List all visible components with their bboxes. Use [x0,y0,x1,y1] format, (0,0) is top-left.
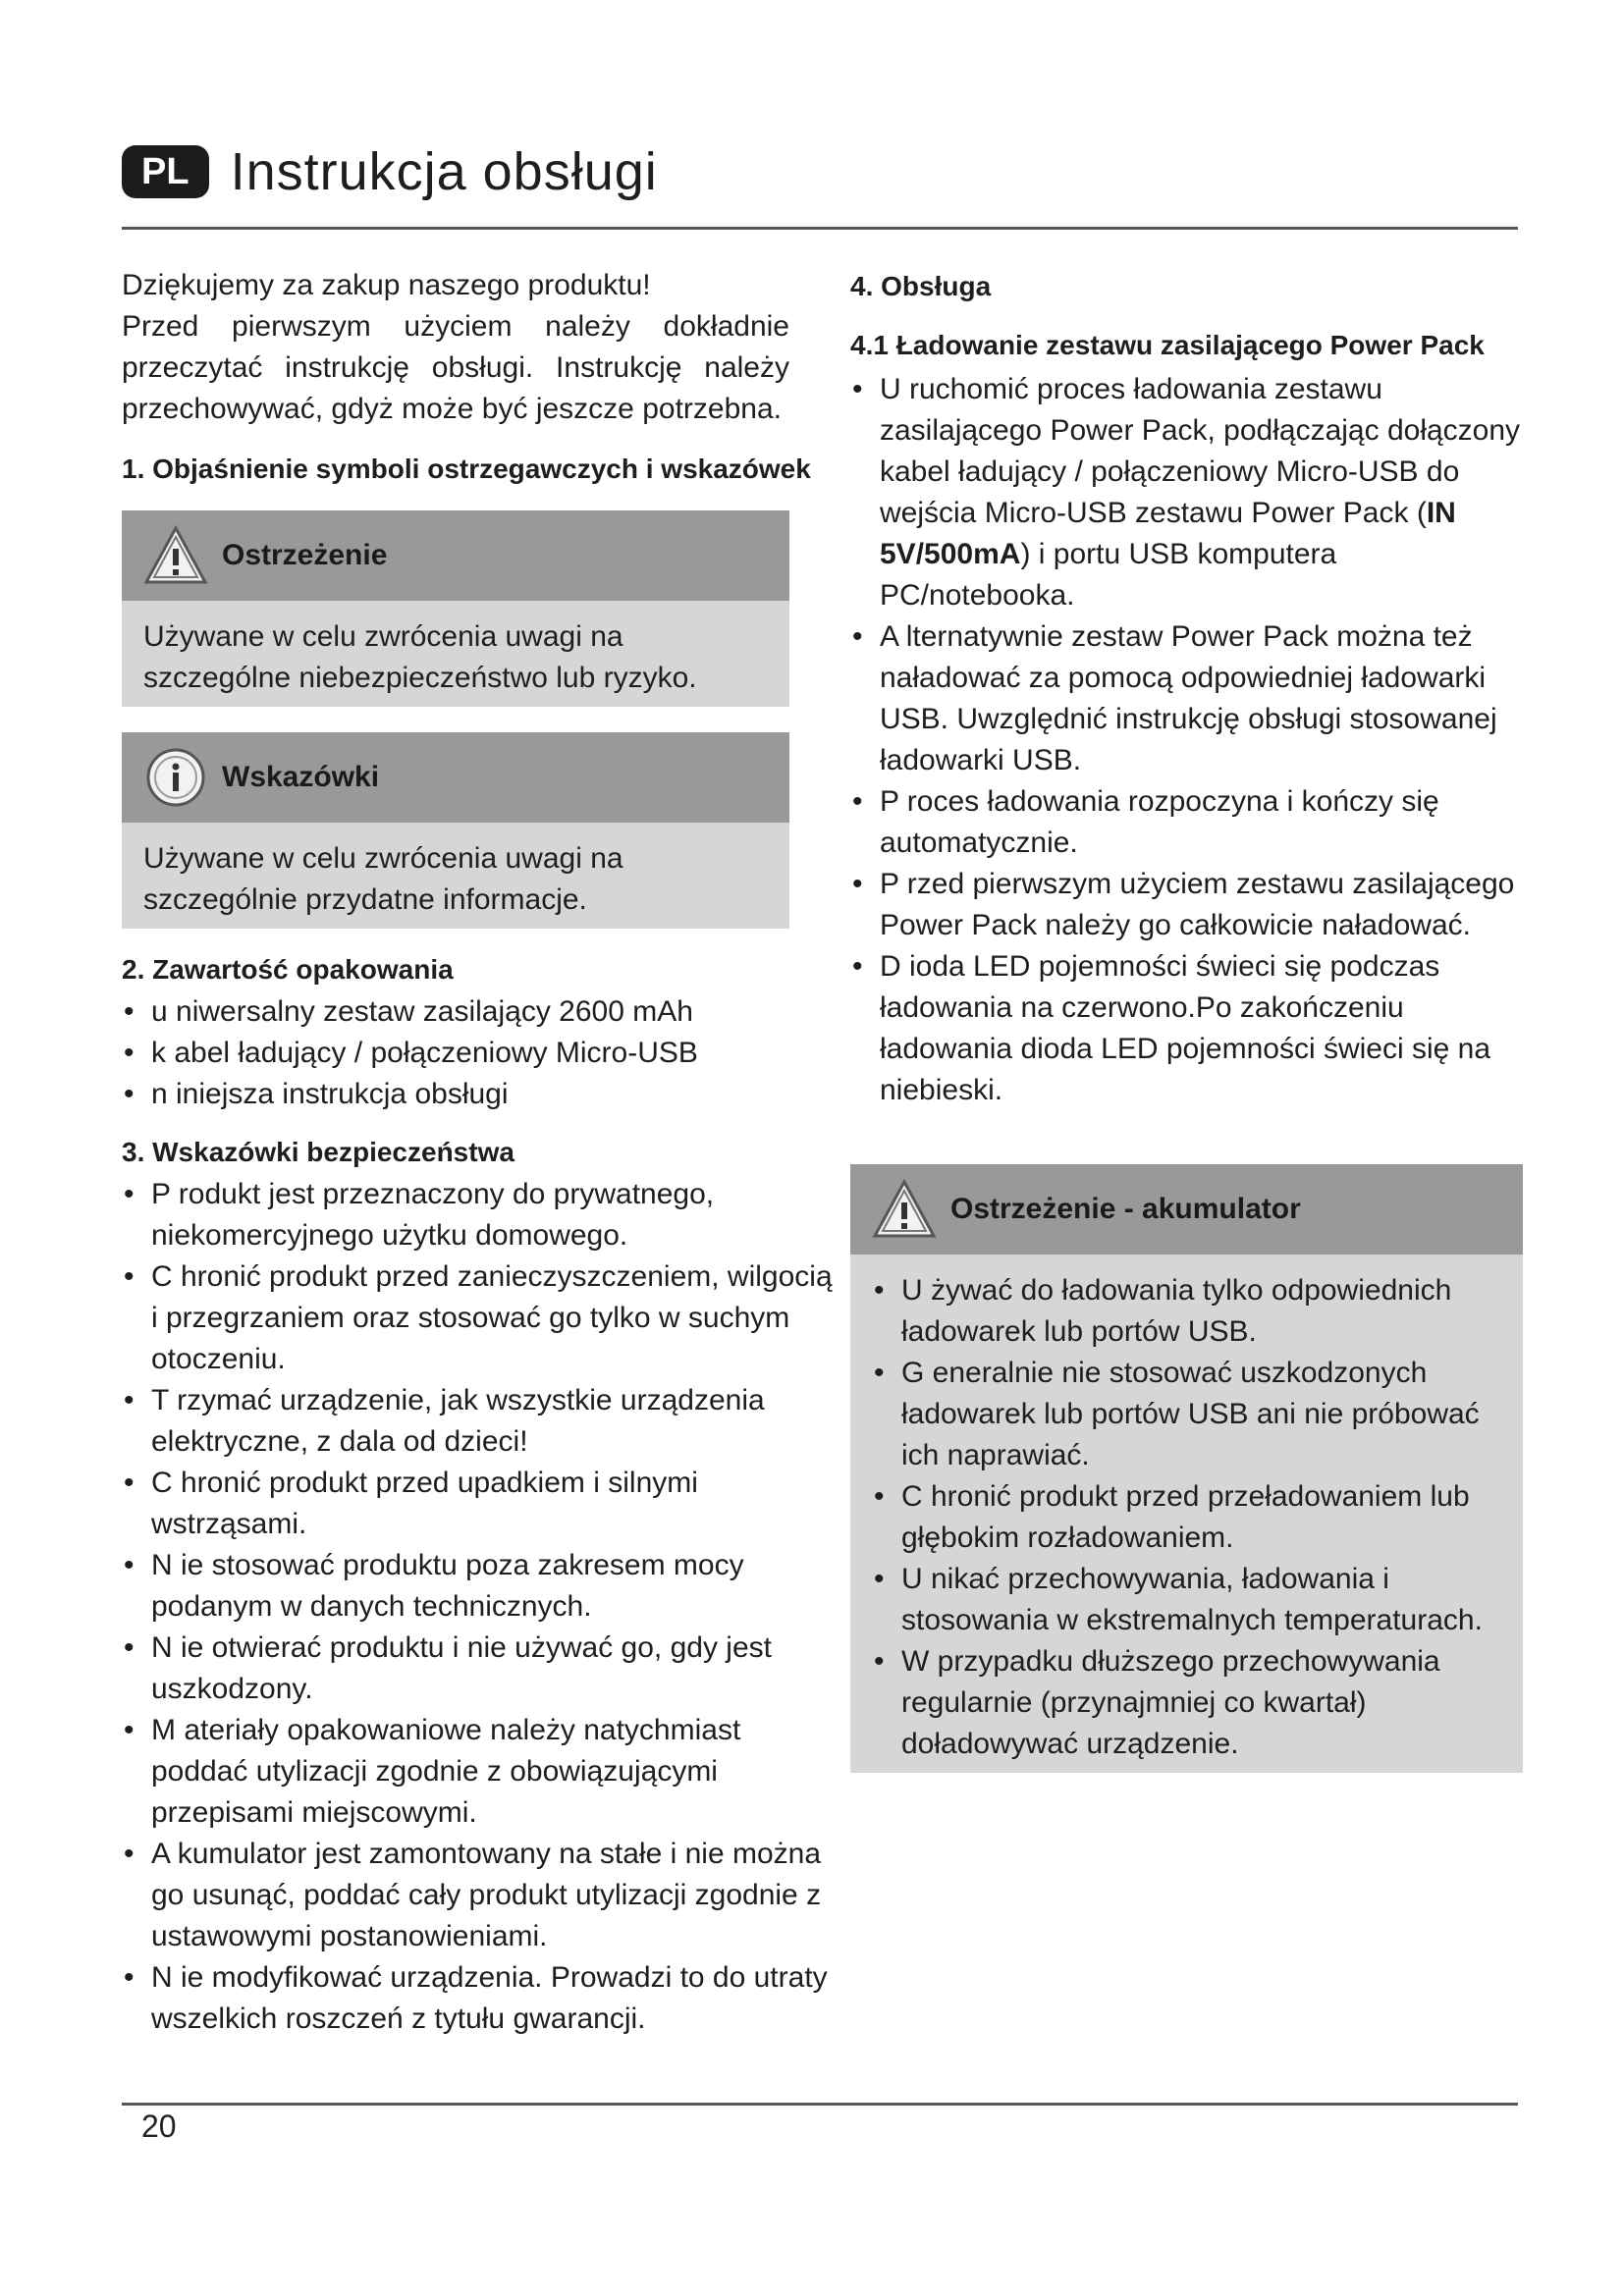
list-item: • N ie stosować produktu poza zakresem mocy podanym w danych technicznych. [122,1545,843,1628]
info-box [122,732,789,929]
list-item: • N ie otwierać produktu i nie używać go, gdy jest uszkodzony. [122,1628,843,1710]
page-title: Instrukcja obsługi [230,142,658,201]
list-item: • U żywać do ładowania tylko odpowiednich ładowarek lub portów USB. [872,1270,1513,1353]
list-item [850,369,1528,616]
section-2-heading: 2. Zawartość opakowania [122,954,454,985]
footer-divider [122,2103,1518,2106]
list-item: • A kumulator jest zamontowany na stałe i nie można go usunąć, poddać cały produkt utylizacji zgodnie z ustawowymi postanowieniami. [122,1834,843,1957]
list-item: • C hronić produkt przed zanieczyszczeniem, wilgocią i przegrzaniem oraz stosować go tylko w suchym otoczeniu. [122,1256,843,1380]
info-circle-icon [143,745,208,810]
info-box-label: Wskazówki [222,761,380,793]
page-header [122,137,658,206]
section-4-heading: 4. Obsługa [850,271,992,301]
header-divider [122,227,1518,230]
charging-step-text-end: ) i portu USB komputera PC/notebooka. [880,538,1337,612]
warning-triangle-icon [143,523,208,588]
package-contents-list [122,991,843,1115]
section-3-heading: 3. Wskazówki bezpieczeństwa [122,1137,514,1167]
list-item: • n iniejsza instrukcja obsługi [122,1074,843,1115]
list-item: • N ie modyfikować urządzenia. Prowadzi to do utraty wszelkich roszczeń z tytułu gwarancji. [122,1957,843,2040]
list-item: • W przypadku dłuższego przechowywania regularnie (przynajmniej co kwartał) doładowywać urządzenie. [872,1641,1513,1765]
intro-thanks: Dziękujemy za zakup naszego produktu! [122,269,651,301]
intro-instructions: Przed pierwszym użyciem należy dokładnie przeczytać instrukcję obsługi. Instrukcję należy przechowywać, gdyż może być jeszcze potrzebna. [122,310,789,425]
list-item: • P rodukt jest przeznaczony do prywatnego, niekomercyjnego użytku domowego. [122,1174,843,1256]
warning-box-header [122,510,789,601]
list-item: • k abel ładujący / połączeniowy Micro-USB [122,1033,843,1074]
battery-warning-header [850,1164,1523,1255]
list-item: • A lternatywnie zestaw Power Pack można też naładować za pomocą odpowiedniej ładowarki USB. Uwzględnić instrukcję obsługi stosowanej ładowarki USB. [850,616,1528,781]
charging-step-text: U ruchomić proces ładowania zestawu zasilającego Power Pack, podłączając dołączony kabel ładujący / połączeniowy Micro-USB do wejścia Micro-USB zestawu Power Pack ( [880,373,1521,529]
info-box-header [122,732,789,823]
warning-box-text: Używane w celu zwrócenia uwagi na szczególne niebezpieczeństwo lub ryzyko. [122,609,789,707]
intro [122,265,789,430]
warning-box-label: Ostrzeżenie [222,539,388,571]
list-item: • T rzymać urządzenie, jak wszystkie urządzenia elektryczne, z dala od dzieci! [122,1380,843,1463]
input-rating: IN 5V/500mA [880,497,1456,570]
list-item: • U nikać przechowywania, ładowania i stosowania w ekstremalnych temperaturach. [872,1559,1513,1641]
list-item: • u niwersalny zestaw zasilający 2600 mAh [122,991,843,1033]
battery-warning-list [872,1270,1513,1765]
battery-warning-label: Ostrzeżenie - akumulator [950,1193,1301,1225]
list-item: • M ateriały opakowaniowe należy natychmiast poddać utylizacji zgodnie z obowiązującymi przepisami miejscowymi. [122,1710,843,1834]
safety-list [122,1174,843,2040]
list-item: • P rzed pierwszym użyciem zestawu zasilającego Power Pack należy go całkowicie naładować. [850,864,1528,946]
section-4-1-heading: 4.1 Ładowanie zestawu zasilającego Power Pack [850,330,1485,360]
charging-list [850,369,1528,1111]
warning-triangle-icon [872,1177,937,1242]
list-item: • P roces ładowania rozpoczyna i kończy się automatycznie. [850,781,1528,864]
list-item: • C hronić produkt przed przeładowaniem lub głębokim rozładowaniem. [872,1476,1513,1559]
battery-warning-body [850,1262,1523,1773]
list-item: • G eneralnie nie stosować uszkodzonych ładowarek lub portów USB ani nie próbować ich naprawiać. [872,1353,1513,1476]
battery-warning-box [850,1164,1523,1773]
list-item: • D ioda LED pojemności świeci się podczas ładowania na czerwono.Po zakończeniu ładowania dioda LED pojemności świeci się na niebieski. [850,946,1528,1111]
warning-box [122,510,789,707]
left-column [122,265,843,2040]
section-1-heading: 1. Objaśnienie symboli ostrzegawczych i wskazówek [122,454,811,484]
language-badge: PL [122,145,209,198]
right-column [850,265,1538,1773]
info-box-text: Używane w celu zwrócenia uwagi na szczególnie przydatne informacje. [122,830,789,929]
page-number: 20 [141,2109,177,2144]
list-item: • C hronić produkt przed upadkiem i silnymi wstrząsami. [122,1463,843,1545]
